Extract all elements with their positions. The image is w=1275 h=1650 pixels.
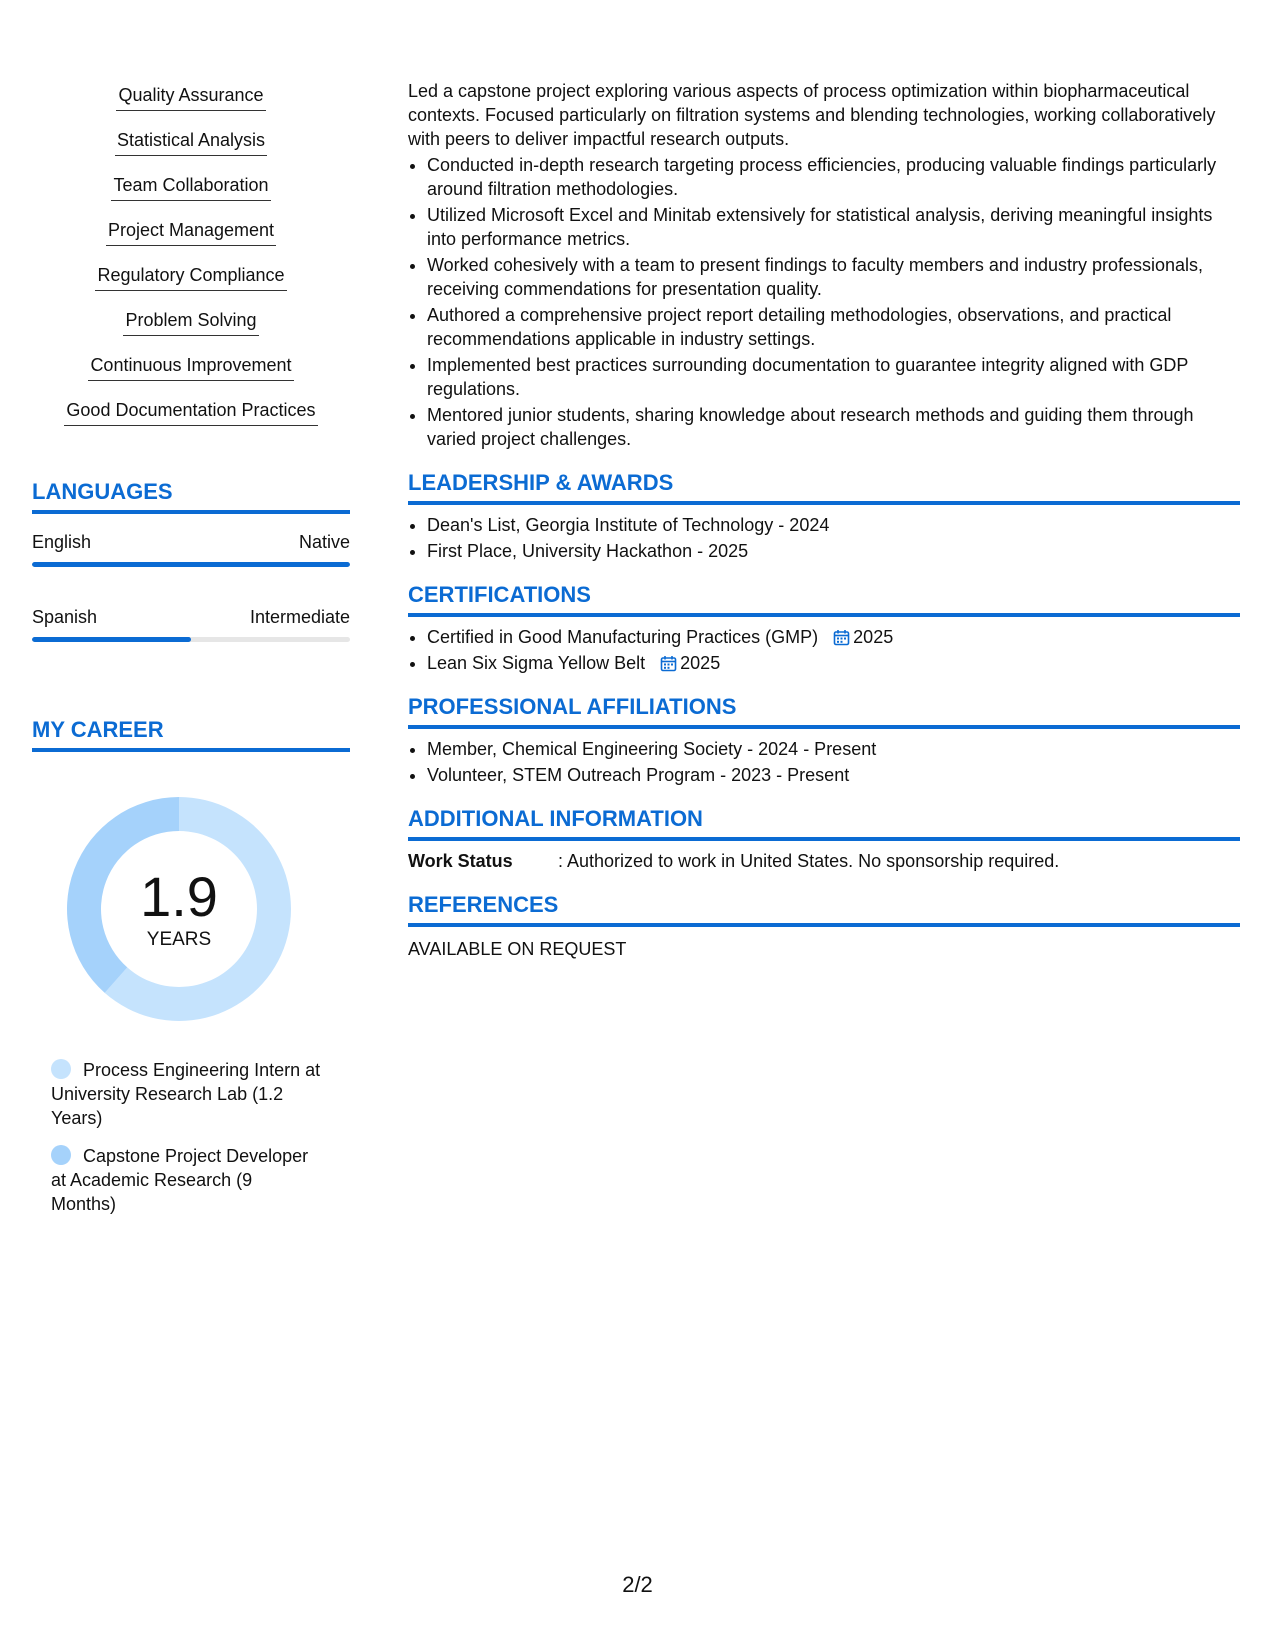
leadership-heading: LEADERSHIP & AWARDS: [408, 469, 1240, 505]
list-item: • Volunteer, STEM Outreach Program - 2023 - Present: [427, 763, 1240, 787]
affiliations-heading: PROFESSIONAL AFFILIATIONS: [408, 693, 1240, 729]
career-donut-chart: [66, 796, 292, 1022]
language-proficiency-bar: [32, 637, 350, 642]
skills-list: [32, 82, 350, 442]
calendar-icon: [833, 629, 850, 646]
skill-item: Good Documentation Practices: [64, 397, 317, 426]
legend-item: [51, 1144, 321, 1216]
legend-item: [51, 1058, 321, 1130]
legend-dot-icon: [51, 1145, 71, 1165]
additional-info-section: [408, 805, 1240, 873]
references-text: AVAILABLE ON REQUEST: [408, 939, 627, 959]
skill-item: Team Collaboration: [111, 172, 270, 201]
language-name: English: [32, 532, 92, 552]
language-proficiency-fill: [32, 562, 350, 567]
languages-section: [32, 478, 350, 642]
language-row: [32, 530, 350, 554]
right-column: [408, 79, 1240, 961]
career-legend: [51, 1058, 321, 1216]
work-status-label: Work Status: [408, 851, 513, 871]
language-level: Intermediate: [249, 607, 350, 627]
certifications-section: [408, 581, 1240, 675]
project-section: [408, 79, 1240, 451]
list-item: • Member, Chemical Engineering Society - 2024 - Present: [427, 737, 1240, 761]
career-total-unit: YEARS: [146, 929, 212, 950]
language-name: Spanish: [32, 607, 98, 627]
leadership-section: [408, 469, 1240, 563]
list-item: • Utilized Microsoft Excel and Minitab extensively for statistical analysis, deriving meaningful insights into performance metrics.: [427, 203, 1240, 251]
skill-item: Problem Solving: [123, 307, 258, 336]
languages-heading: LANGUAGES: [32, 478, 350, 514]
project-intro: Led a capstone project exploring various aspects of process optimization within biopharmaceutical contexts. Focused particularly on filtration systems and blending technologies, working collaboratively with peers to deliver impactful research outputs.: [408, 81, 1216, 149]
skill-item: Project Management: [106, 217, 276, 246]
affiliations-section: [408, 693, 1240, 787]
list-item: • Mentored junior students, sharing knowledge about research methods and guiding them through varied project challenges.: [427, 403, 1240, 451]
language-row: [32, 605, 350, 629]
work-status-value: : Authorized to work in United States. No sponsorship required.: [558, 851, 1060, 871]
skill-item: Continuous Improvement: [88, 352, 293, 381]
list-item: • Conducted in-depth research targeting process efficiencies, producing valuable findings particularly around filtration methodologies.: [427, 153, 1240, 201]
skill-item: Statistical Analysis: [115, 127, 267, 156]
career-heading: MY CAREER: [32, 716, 350, 752]
language-level: Native: [298, 532, 350, 552]
certification-year: 2025: [853, 627, 894, 647]
list-item: • Worked cohesively with a team to present findings to faculty members and industry professionals, receiving commendations for presentation quality.: [427, 253, 1240, 301]
list-item: [427, 625, 1240, 649]
skill-item: Quality Assurance: [116, 82, 265, 111]
references-section: [408, 891, 1240, 961]
career-total-years: 1.9: [140, 865, 218, 928]
list-item: • Implemented best practices surrounding documentation to guarantee integrity aligned with GDP regulations.: [427, 353, 1240, 401]
page-number: 2/2: [622, 1572, 653, 1597]
legend-dot-icon: [51, 1059, 71, 1079]
legend-label: Capstone Project Developer at Academic Research (9 Months): [51, 1146, 309, 1214]
certification-name: Certified in Good Manufacturing Practices (GMP): [427, 627, 819, 647]
list-item: • Authored a comprehensive project report detailing methodologies, observations, and practical recommendations applicable in industry settings.: [427, 303, 1240, 351]
left-column: [32, 82, 350, 1230]
language-proficiency-bar: [32, 562, 350, 567]
references-heading: REFERENCES: [408, 891, 1240, 927]
list-item: • Dean's List, Georgia Institute of Technology - 2024: [427, 513, 1240, 537]
list-item: [427, 651, 1240, 675]
additional-info-heading: ADDITIONAL INFORMATION: [408, 805, 1240, 841]
project-bullets: [408, 153, 1240, 451]
list-item: • First Place, University Hackathon - 2025: [427, 539, 1240, 563]
certification-year: 2025: [680, 653, 721, 673]
skill-item: Regulatory Compliance: [95, 262, 286, 291]
legend-label: Process Engineering Intern at University Research Lab (1.2 Years): [51, 1060, 321, 1128]
certifications-heading: CERTIFICATIONS: [408, 581, 1240, 617]
career-section: [32, 716, 350, 1216]
calendar-icon: [660, 655, 677, 672]
language-proficiency-fill: [32, 637, 191, 642]
certification-name: Lean Six Sigma Yellow Belt: [427, 653, 646, 673]
